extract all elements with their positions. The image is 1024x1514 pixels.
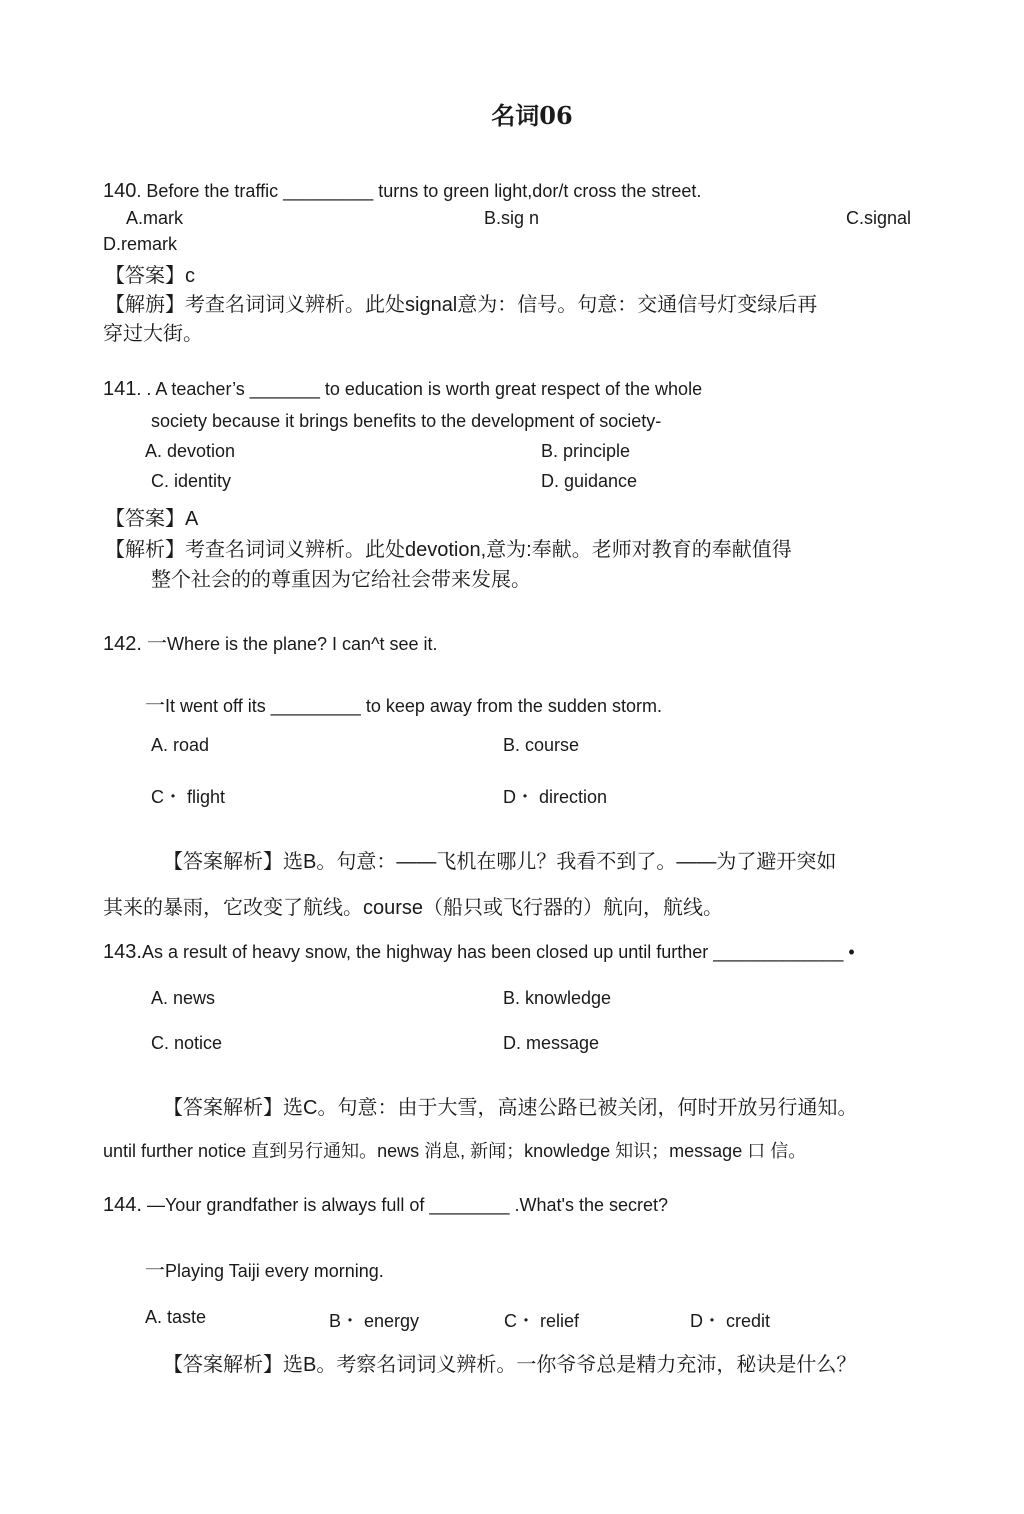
option-b: B. knowledge: [503, 988, 612, 1008]
analysis-line-1: 【答案解析】选B。句意：——飞机在哪儿？我看不到了。——为了避开突如: [163, 851, 837, 873]
question-stem: Playing Taiji every morning.: [165, 1261, 384, 1281]
dash-mark: 一: [145, 1260, 165, 1282]
analysis-line-1: 【答案解析】选C。句意：由于大雪，高速公路已被关闭，何时开放另行通知。: [163, 1097, 858, 1119]
option-a: A. devotion: [145, 441, 236, 461]
option-c: C. notice: [151, 1033, 223, 1053]
question-number: 142.: [103, 633, 142, 655]
option-b: B.sig n: [484, 208, 540, 228]
option-d: D. guidance: [541, 471, 638, 491]
analysis-line-1: 【答案解析】选B。考察名词词义辨析。一你爷爷总是精力充沛，秘诀是什么？: [163, 1354, 857, 1376]
question-stem: As a result of heavy snow, the highway has been closed up until further _____________ •: [141, 942, 855, 962]
option-b: B・ energy: [329, 1311, 420, 1331]
option-a: A. news: [151, 988, 216, 1008]
question-number: 141: [103, 378, 137, 400]
answer-line: 【答案】c: [105, 265, 195, 287]
option-a: A. taste: [145, 1307, 207, 1327]
option-c: C.signal: [846, 208, 912, 228]
analysis-line-2: until further notice 直到另行通知。news 消息, 新闻；knowledge 知识；message 口 信。: [103, 1141, 807, 1161]
question-144-stem-line: [103, 1194, 668, 1217]
question-140-stem-line: [103, 180, 701, 203]
analysis-line-1: 【解析】考查名词词义辨析。此处devotion,意为:奉献。老师对教育的奉献值得: [105, 539, 792, 561]
question-142-line-1: [103, 627, 438, 656]
question-stem: . Before the traffic _________ turns to green light,dor/t cross the street.: [136, 181, 702, 201]
analysis-line-2: 整个社会的的尊重因为它给社会带来发展。: [151, 569, 531, 591]
analysis-line-2: 穿过大街。: [103, 323, 203, 345]
page-title: 名词06: [491, 101, 573, 130]
question-number: 143.: [103, 941, 142, 963]
option-a: A.mark: [126, 208, 184, 228]
question-142-line-2: [145, 689, 662, 718]
question-stem: It went off its _________ to keep away from the sudden storm.: [165, 696, 662, 716]
question-141-stem-line-2: society because it brings benefits to the development of society-: [151, 411, 662, 431]
option-c: C・ relief: [504, 1311, 580, 1331]
option-d: D. message: [503, 1033, 600, 1053]
option-d: D.remark: [103, 234, 178, 254]
dash-mark: 一: [146, 633, 167, 655]
question-143-stem-line: [103, 941, 855, 964]
dash-mark: 一: [145, 695, 165, 717]
question-number: 144.: [103, 1194, 142, 1216]
question-number: 140: [103, 180, 137, 202]
option-a: A. road: [151, 735, 210, 755]
answer-line: 【答案】A: [105, 508, 199, 530]
analysis-line-1: 【解旃】考查名词词义辨析。此处signal意为：信号。句意：交通信号灯变绿后再: [105, 294, 818, 316]
question-stem: —Your grandfather is always full of ________ .What's the secret?: [146, 1195, 669, 1215]
question-stem: Where is the plane? I can^t see it.: [166, 634, 438, 654]
option-b: B. course: [503, 735, 580, 755]
question-stem: . . A teacher’s _______ to education is worth great respect of the whole: [136, 379, 703, 399]
question-141-stem-line-1: [103, 378, 702, 401]
question-144-line-2: [145, 1254, 384, 1283]
option-b: B. principle: [541, 441, 631, 461]
option-d: D・ credit: [690, 1311, 771, 1331]
option-d: D・ direction: [503, 787, 608, 807]
option-c: C・ flight: [151, 787, 226, 807]
option-c: C. identity: [151, 471, 232, 491]
analysis-line-2: 其来的暴雨，它改变了航线。course（船只或飞行器的）航向，航线。: [103, 897, 724, 919]
